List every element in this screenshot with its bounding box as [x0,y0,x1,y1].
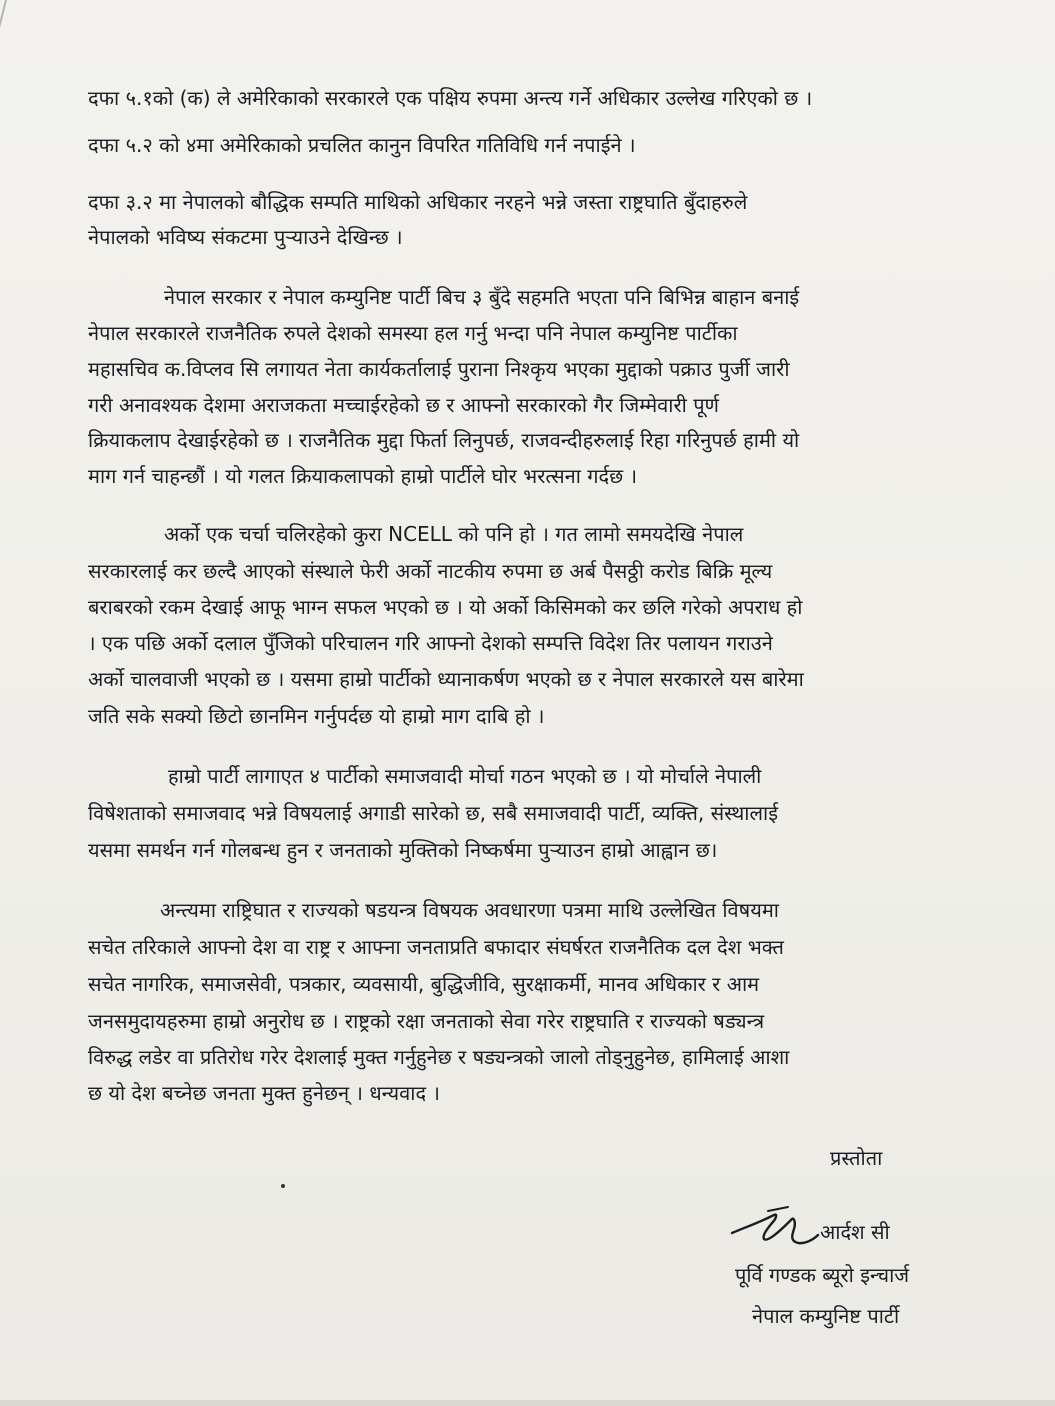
text-line: विषेशताको समाजवाद भन्ने विषयलाई अगाडी सारेको छ, सबै समाजवादी पार्टी, व्यक्ति, संस्थालाई [88,801,779,825]
text-line: अर्को चालवाजी भएको छ । यसमा हाम्रो पार्टीको ध्यानाकर्षण भएको छ र नेपाल सरकारले यस बारेमा [88,667,804,691]
text-line: नेपाल सरकारले राजनैतिक रुपले देशको समस्या हल गर्नु भन्दा पनि नेपाल कम्युनिष्ट पार्टीका [88,321,738,345]
paper-edge-mark [0,0,21,40]
text-line: नेपालको भविष्य संकटमा पुऱ्याउने देखिन्छ । [88,225,403,249]
text-line: जनसमुदायहरुमा हाम्रो अनुरोध छ । राष्ट्रको रक्षा जनताको सेवा गरेर राष्ट्रघाति र राज्यको षड्यन्त्र [88,1009,765,1033]
text-line: बराबरको रकम देखाई आफू भाग्न सफल भएको छ । यो अर्को किसिमको कर छलि गरेको अपराध हो [88,595,803,619]
presenter-label: प्रस्तोता [830,1146,883,1170]
text-line: अर्को एक चर्चा चलिरहेको कुरा NCELL को पनि हो । गत लामो समयदेखि नेपाल [164,522,744,546]
page-bottom-edge [0,1400,1055,1406]
text-line: छ यो देश बच्नेछ जनता मुक्त हुनेछन् । धन्यवाद । [88,1081,441,1105]
text-line: यसमा समर्थन गर्न गोलबन्ध हुन र जनताको मुक्तिको निष्कर्षमा पुऱ्याउन हाम्रो आह्वान छ। [88,838,718,862]
text-line: जति सके सक्यो छिटो छानमिन गर्नुपर्दछ यो हाम्रो माग दाबि हो । [88,704,545,728]
text-line: सचेत तरिकाले आफ्नो देश वा राष्ट्र र आफ्ना जनताप्रति बफादार संघर्षरत राजनैतिक दल देश भक्त [88,935,784,959]
text-line: दफा ५.१को (क) ले अमेरिकाको सरकारले एक पक्षिय रुपमा अन्त्य गर्ने अधिकार उल्लेख गरिएको छ । [88,86,813,110]
text-line: हाम्रो पार्टी लागाएत ४ पार्टीको समाजवादी मोर्चा गठन भएको छ । यो मोर्चाले नेपाली [168,764,762,788]
text-line: माग गर्न चाहन्छौं । यो गलत क्रियाकलापको हाम्रो पार्टीले घोर भरत्सना गर्दछ । [88,464,638,488]
text-line: क्रियाकलाप देखाईरहेको छ । राजनैतिक मुद्दा फिर्ता लिनुपर्छ, राजवन्दीहरुलाई रिहा गरिनुपर्छ हामी यो [88,428,800,452]
handwritten-signature [728,1203,820,1253]
signatory-designation: पूर्वि गण्डक ब्यूरो इन्चार्ज [735,1263,910,1287]
text-line: गरी अनावश्यक देशमा अराजकता मच्चाईरहेको छ र आफ्नो सरकारको गैर जिम्मेवारी पूर्ण [88,393,720,417]
text-line: विरुद्ध लडेर वा प्रतिरोध गरेर देशलाई मुक्त गर्नुहुनेछ र षड्यन्त्रको जालो तोड्नुहुनेछ, हामिलाई आशा [88,1045,790,1069]
signatory-name: आर्दश सी [820,1220,890,1244]
text-line: दफा ५.२ को ४मा अमेरिकाको प्रचलित कानुन विपरित गतिविधि गर्न नपाईने । [88,133,636,157]
text-line: दफा ३.२ मा नेपालको बौद्धिक सम्पति माथिको अधिकार नरहने भन्ने जस्ता राष्ट्रघाति बुँदाहरुले [88,190,748,214]
party-name: नेपाल कम्युनिष्ट पार्टी [752,1304,900,1328]
ink-dot [281,1184,285,1188]
text-line: नेपाल सरकार र नेपाल कम्युनिष्ट पार्टी बिच ३ बुँदे सहमति भएता पनि बिभिन्न बाहान बनाई [164,285,800,309]
text-line: महासचिव क.विप्लव सि लगायत नेता कार्यकर्तालाई पुराना निश्कृय भएका मुद्दाको पक्राउ पुर्जी जारी [88,357,790,381]
text-line: अन्त्यमा राष्ट्रिघात र राज्यको षडयन्त्र विषयक अवधारणा पत्रमा माथि उल्लेखित विषयमा [160,898,779,922]
text-line: सचेत नागरिक, समाजसेवी, पत्रकार, व्यवसायी, बुद्धिजीवि, सुरक्षाकर्मी, मानव अधिकार र आम [88,972,760,996]
text-line: । एक पछि अर्को दलाल पुँजिको परिचालन गरि आफ्नो देशको सम्पत्ति विदेश तिर पलायन गराउने [88,631,773,655]
text-line: सरकारलाई कर छल्दै आएको संस्थाले फेरी अर्को नाटकीय रुपमा छ अर्ब पैसठ्ठी करोड बिक्रि मूल्य [88,559,773,583]
